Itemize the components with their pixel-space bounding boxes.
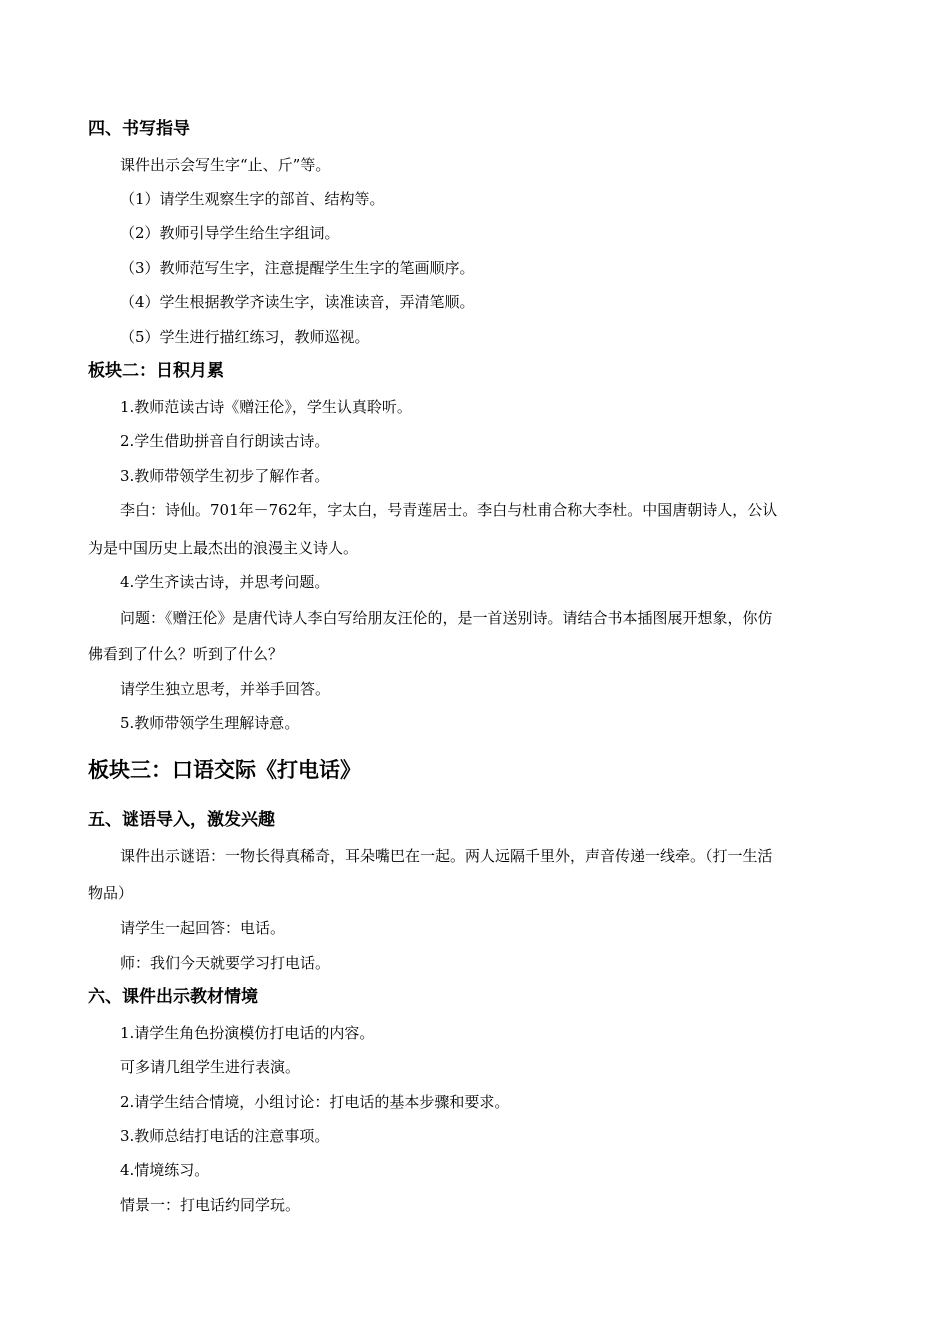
block-heading-phone-call: 板块三：口语交际《打电话》 (88, 758, 361, 782)
paragraph: 请学生独立思考，并举手回答。 (120, 680, 331, 698)
paragraph-continued: 为是中国历史上最杰出的浪漫主义诗人。 (88, 539, 359, 557)
section-heading-block-two: 板块二：日积月累 (88, 361, 224, 381)
list-item: 2.学生借助拼音自行朗读古诗。 (120, 432, 330, 450)
paragraph-continued: 物品） (88, 884, 134, 902)
list-item: 4.学生齐读古诗，并思考问题。 (120, 573, 330, 591)
paragraph: 师：我们今天就要学习打电话。 (120, 954, 331, 972)
paragraph: 课件出示谜语：一物长得真稀奇，耳朵嘴巴在一起。两人远隔千里外，声音传递一线牵。（打一生活 (120, 847, 773, 865)
paragraph: 情景一：打电话约同学玩。 (120, 1196, 301, 1214)
list-item: 3.教师带领学生初步了解作者。 (120, 467, 330, 485)
paragraph: 请学生一起回答：电话。 (120, 919, 286, 937)
list-item: 2.请学生结合情境，小组讨论：打电话的基本步骤和要求。 (120, 1093, 510, 1111)
paragraph: 李白：诗仙。701年－762年，字太白，号青莲居士。李白与杜甫合称大李杜。中国唐朝诗人，公认 (120, 501, 778, 519)
list-item: （4）学生根据教学齐读生字，读准读音，弄清笔顺。 (120, 293, 475, 311)
list-item: （3）教师范写生字，注意提醒学生生字的笔画顺序。 (120, 259, 475, 277)
paragraph-continued: 佛看到了什么？听到了什么？ (88, 645, 284, 663)
list-item: 5.教师带领学生理解诗意。 (120, 714, 300, 732)
section-heading-courseware: 六、课件出示教材情境 (88, 987, 258, 1007)
list-item: 4.情境练习。 (120, 1161, 210, 1179)
list-item: （1）请学生观察生字的部首、结构等。 (120, 190, 385, 208)
list-item: 3.教师总结打电话的注意事项。 (120, 1127, 330, 1145)
list-item: 1.请学生角色扮演模仿打电话的内容。 (120, 1024, 375, 1042)
section-heading-writing-guide: 四、书写指导 (88, 119, 190, 139)
list-item: 1.教师范读古诗《赠汪伦》，学生认真聆听。 (120, 398, 412, 416)
list-item: （2）教师引导学生给生字组词。 (120, 224, 340, 242)
list-item: （5）学生进行描红练习，教师巡视。 (120, 328, 370, 346)
paragraph: 问题：《赠汪伦》是唐代诗人李白写给朋友汪伦的，是一首送别诗。请结合书本插图展开想象，你仿 (120, 609, 773, 627)
section-heading-riddle: 五、谜语导入，激发兴趣 (88, 810, 275, 830)
paragraph: 课件出示会写生字“止、斤”等。 (120, 156, 331, 174)
paragraph: 可多请几组学生进行表演。 (120, 1058, 301, 1076)
